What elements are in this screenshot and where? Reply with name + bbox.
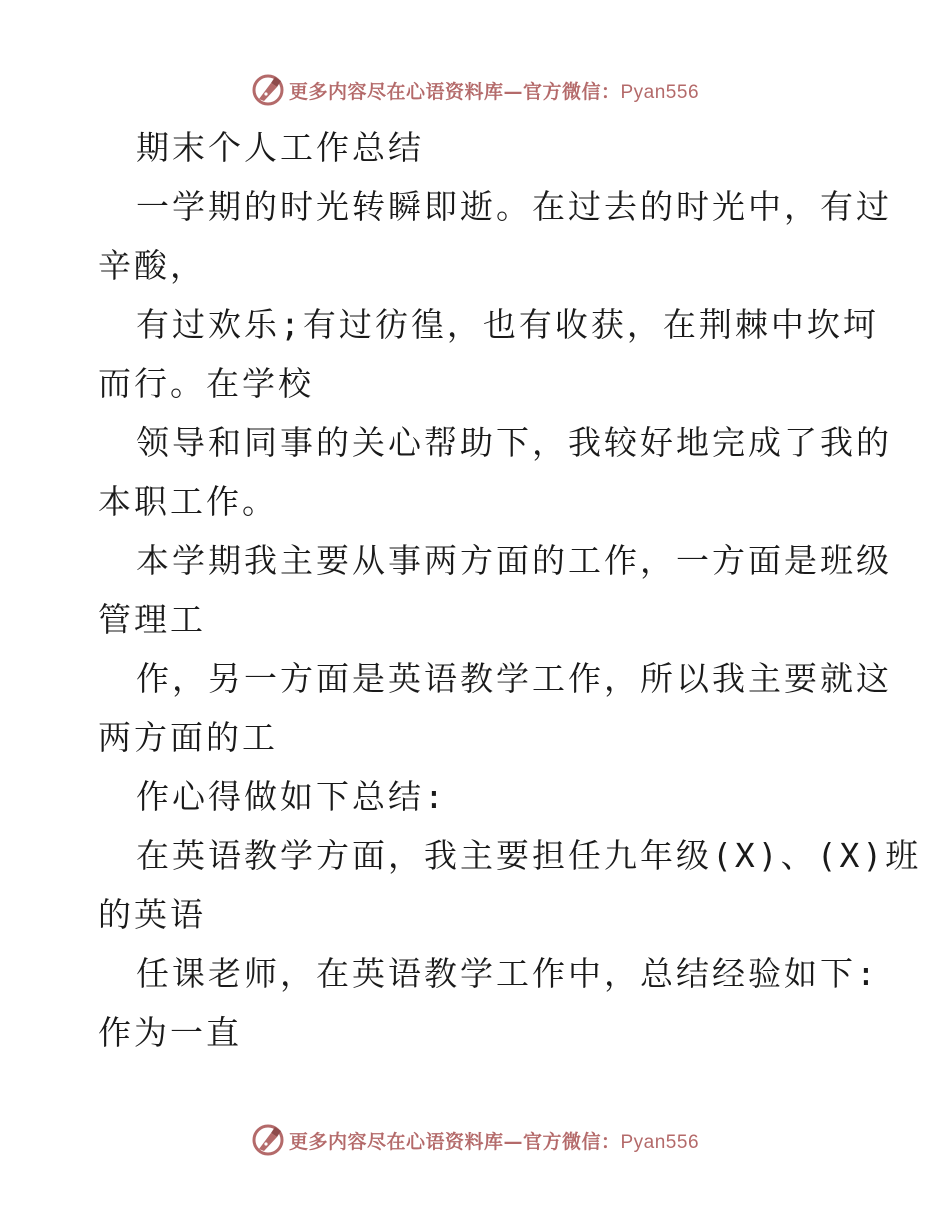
- document-body: [98, 118, 922, 1062]
- document-title: 期末个人工作总结: [136, 128, 424, 167]
- paragraph-line: 领导和同事的关心帮助下，我较好地完成了我的: [136, 423, 892, 462]
- header-banner-wechat-id: Pyan556: [620, 81, 700, 103]
- paragraph-line: 任课老师，在英语教学工作中，总结经验如下:: [136, 954, 879, 993]
- footer-banner-cn: 更多内容尽在心语资料库—官方微信：: [288, 1130, 621, 1153]
- footer-banner: [0, 1120, 950, 1160]
- paragraph-line: 作心得做如下总结:: [136, 777, 447, 816]
- footer-banner-text: [289, 1127, 699, 1154]
- paragraph-line: 的英语: [98, 895, 206, 934]
- paragraph-line: 有过欢乐;有过彷徨，也有收获，在荆棘中坎坷: [136, 305, 879, 344]
- paragraph-line: 而行。在学校: [98, 364, 314, 403]
- paragraph-line: 作，另一方面是英语教学工作，所以我主要就这: [136, 659, 892, 698]
- pen-nib-logo-icon: [251, 1123, 285, 1157]
- paragraph-line: 在英语教学方面，我主要担任九年级(X)、(X)班: [136, 836, 922, 875]
- header-banner: [0, 70, 950, 110]
- paragraph-line: 管理工: [98, 600, 206, 639]
- pen-nib-logo-icon: [251, 73, 285, 107]
- paragraph-line: 两方面的工: [98, 718, 278, 757]
- paragraph-line: 作为一直: [98, 1013, 242, 1052]
- footer-banner-wechat-id: Pyan556: [620, 1131, 700, 1153]
- paragraph-line: 本学期我主要从事两方面的工作，一方面是班级: [136, 541, 892, 580]
- header-banner-cn: 更多内容尽在心语资料库—官方微信：: [288, 80, 621, 103]
- paragraph-line: 本职工作。: [98, 482, 278, 521]
- paragraph-line: 辛酸，: [98, 246, 206, 285]
- header-banner-text: [289, 77, 699, 104]
- paragraph-line: 一学期的时光转瞬即逝。在过去的时光中，有过: [136, 187, 892, 226]
